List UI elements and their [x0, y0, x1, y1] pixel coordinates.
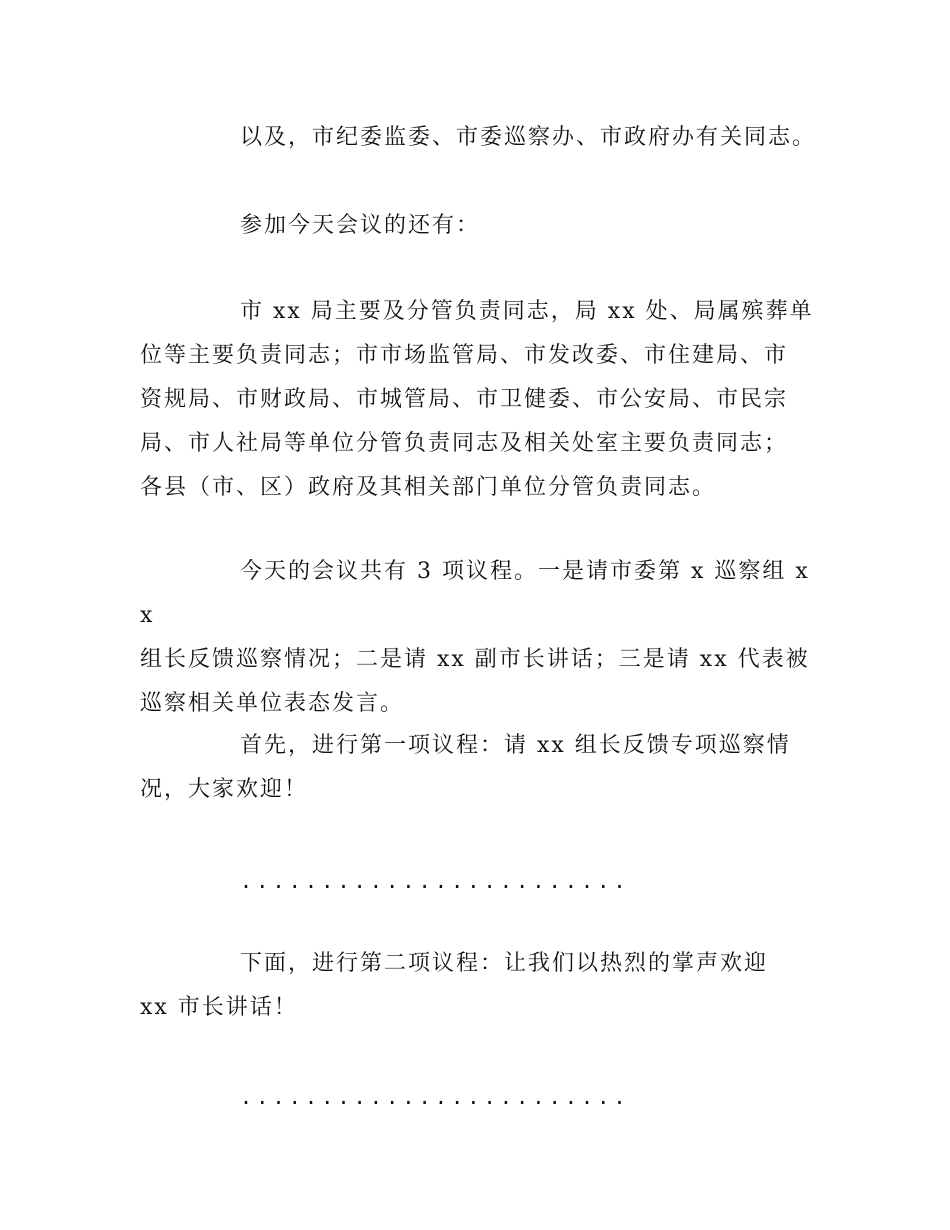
paragraph-also-attending	[140, 204, 820, 248]
paragraph-agenda-item-two	[140, 942, 820, 1030]
text-line: 首先，进行第一项议程：请 xx 组长反馈专项巡察情	[240, 733, 791, 758]
text-line: 资规局、市财政局、市城管局、市卫健委、市公安局、市民宗	[140, 387, 789, 412]
text-line: 今天的会议共有 3 项议程。一是请市委第 x 巡察组 xx	[140, 559, 810, 628]
paragraph-agenda-overview	[140, 550, 820, 726]
text-line: 局、市人社局等单位分管负责同志及相关处室主要负责同志；	[140, 431, 789, 456]
text-line: xx 市长讲话！	[140, 995, 298, 1020]
text-line: 巡察相关单位表态发言。	[140, 691, 405, 716]
paragraph-attendee-list	[140, 290, 820, 510]
text-line: 组长反馈巡察情况；二是请 xx 副市长讲话；三是请 xx 代表被	[140, 647, 810, 672]
text-line: 各县（市、区）政府及其相关部门单位分管负责同志。	[140, 475, 717, 500]
text-line: 市 xx 局主要及分管负责同志，局 xx 处、局属殡葬单	[240, 299, 814, 324]
text-line: 以及，市纪委监委、市委巡察办、市政府办有关同志。	[240, 125, 817, 150]
text-line: 况，大家欢迎！	[140, 777, 309, 802]
text-line: 位等主要负责同志；市市场监管局、市发改委、市住建局、市	[140, 343, 789, 368]
paragraph-agenda-item-one	[140, 724, 820, 812]
text-line: 参加今天会议的还有：	[240, 213, 481, 238]
ellipsis-separator: ........................	[240, 869, 630, 893]
ellipsis-separator: ........................	[240, 1085, 630, 1109]
text-line: 下面，进行第二项议程：让我们以热烈的掌声欢迎	[240, 951, 769, 976]
paragraph-attendees-continued	[140, 116, 820, 160]
